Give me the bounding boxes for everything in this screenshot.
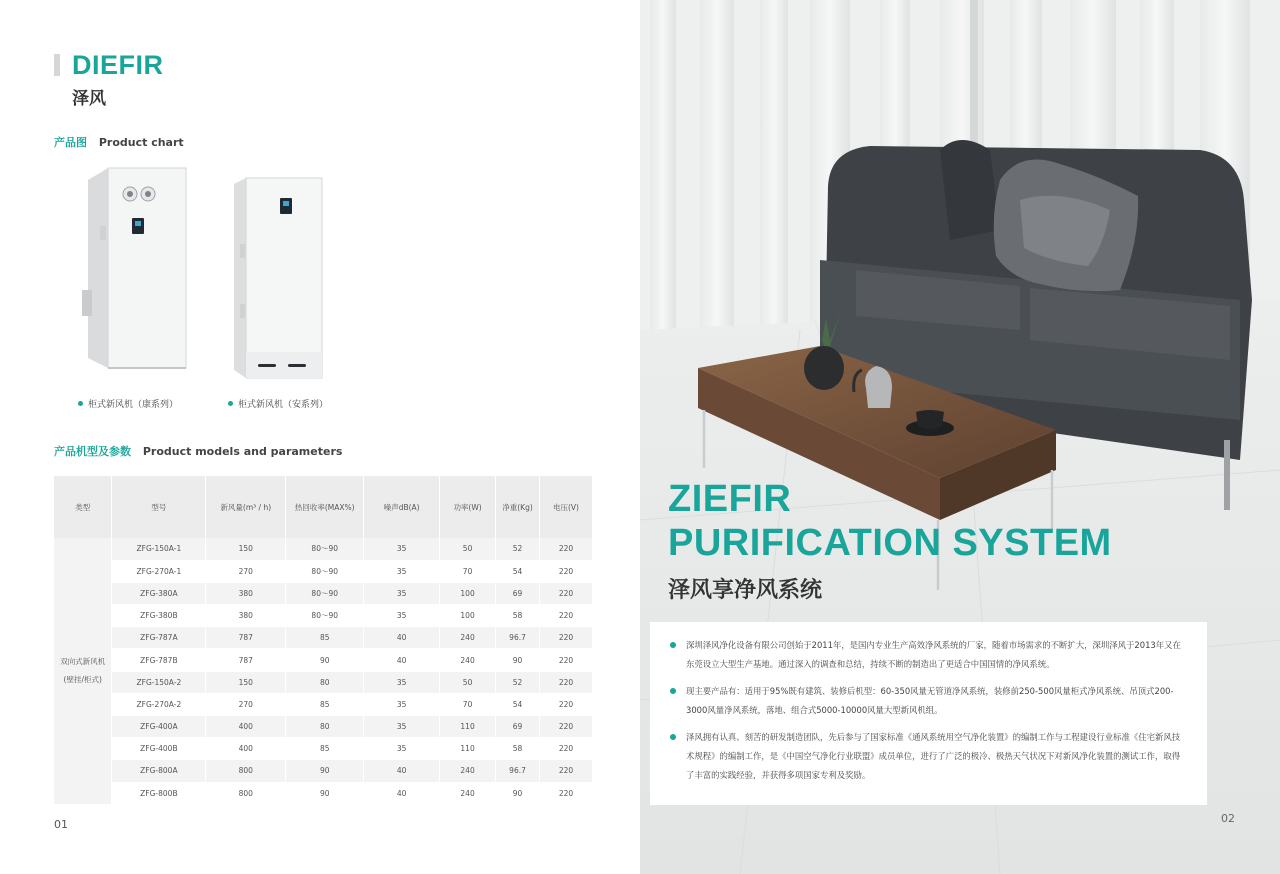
table-row bbox=[54, 782, 593, 804]
section-title-cn: 产品机型及参数 bbox=[54, 445, 131, 458]
table-cell: ZFG-150A-1 bbox=[112, 538, 206, 560]
table-header-cell: 净重(Kg) bbox=[496, 476, 540, 538]
table-cell: ZFG-800A bbox=[112, 760, 206, 782]
table-cell: 35 bbox=[364, 716, 440, 738]
section-title-product-chart bbox=[54, 134, 184, 150]
table-cell: 35 bbox=[364, 693, 440, 715]
type-label-line2: (壁挂/柜式) bbox=[63, 674, 102, 684]
table-cell: ZFG-400A bbox=[112, 716, 206, 738]
table-cell: ZFG-800B bbox=[112, 782, 206, 804]
table-cell: 220 bbox=[540, 582, 593, 604]
hero-title-cn: 泽风享净风系统 bbox=[668, 578, 823, 603]
table-cell: 50 bbox=[440, 671, 496, 693]
table-cell: 220 bbox=[540, 671, 593, 693]
table-cell: 70 bbox=[440, 693, 496, 715]
table-cell: 220 bbox=[540, 560, 593, 582]
table-cell: 80～90 bbox=[286, 582, 364, 604]
table-cell: 80～90 bbox=[286, 538, 364, 560]
table-cell: 52 bbox=[496, 671, 540, 693]
hero-title-line1: ZIEFIR bbox=[668, 478, 792, 520]
table-cell: 400 bbox=[206, 738, 286, 760]
brand-name-cn: 泽风 bbox=[72, 89, 106, 109]
table-cell: 90 bbox=[286, 649, 364, 671]
table-cell: 90 bbox=[286, 782, 364, 804]
table-row bbox=[54, 693, 593, 715]
table-cell: 90 bbox=[496, 649, 540, 671]
table-cell: 54 bbox=[496, 560, 540, 582]
product-caption-text: 柜式新风机（康系列） bbox=[88, 400, 179, 410]
bullet-dot-icon bbox=[670, 688, 676, 694]
table-cell: 240 bbox=[440, 649, 496, 671]
table-cell: 240 bbox=[440, 627, 496, 649]
table-cell: 80 bbox=[286, 716, 364, 738]
table-cell: ZFG-270A-1 bbox=[112, 560, 206, 582]
table-cell: ZFG-380B bbox=[112, 605, 206, 627]
table-row bbox=[54, 560, 593, 582]
table-cell: 80～90 bbox=[286, 560, 364, 582]
table-cell: 40 bbox=[364, 627, 440, 649]
parameters-table bbox=[54, 476, 593, 805]
section-title-en: Product models and parameters bbox=[142, 445, 343, 458]
table-cell: 69 bbox=[496, 716, 540, 738]
bullet-dot-icon bbox=[670, 734, 676, 740]
section-title-cn: 产品图 bbox=[54, 136, 87, 149]
table-cell: 270 bbox=[206, 560, 286, 582]
table-cell: 40 bbox=[364, 760, 440, 782]
bullet-dot-icon bbox=[670, 642, 676, 648]
table-row bbox=[54, 582, 593, 604]
table-cell: 80～90 bbox=[286, 605, 364, 627]
table-cell: 54 bbox=[496, 693, 540, 715]
table-cell: 90 bbox=[286, 760, 364, 782]
table-cell: ZFG-787B bbox=[112, 649, 206, 671]
table-cell: 85 bbox=[286, 627, 364, 649]
info-paragraph bbox=[686, 636, 1187, 674]
table-cell: 380 bbox=[206, 582, 286, 604]
table-row bbox=[54, 538, 593, 560]
table-cell: 35 bbox=[364, 738, 440, 760]
type-label-line1: 双向式新风机 bbox=[60, 656, 106, 666]
table-header-cell: 噪声dB(A) bbox=[364, 476, 440, 538]
table-cell: 787 bbox=[206, 649, 286, 671]
table-cell: 110 bbox=[440, 738, 496, 760]
product-caption-1 bbox=[78, 397, 178, 410]
table-cell: 96.7 bbox=[496, 760, 540, 782]
page-number-left: 01 bbox=[54, 818, 68, 831]
product-image-an-series bbox=[228, 174, 328, 380]
table-cell: 70 bbox=[440, 560, 496, 582]
table-cell: ZFG-400B bbox=[112, 738, 206, 760]
table-cell: 85 bbox=[286, 738, 364, 760]
page-number-right: 02 bbox=[1221, 812, 1235, 825]
table-cell: 220 bbox=[540, 693, 593, 715]
table-cell: 35 bbox=[364, 582, 440, 604]
table-cell: 220 bbox=[540, 738, 593, 760]
hero-title-line2: PURIFICATION SYSTEM bbox=[668, 522, 1112, 564]
table-cell: 800 bbox=[206, 782, 286, 804]
table-cell: 50 bbox=[440, 538, 496, 560]
table-cell: 96.7 bbox=[496, 627, 540, 649]
bullet-dot-icon bbox=[228, 401, 233, 406]
brand-name-en: DIEFIR bbox=[72, 50, 164, 80]
table-body bbox=[54, 538, 593, 804]
table-cell: 35 bbox=[364, 605, 440, 627]
table-cell: 35 bbox=[364, 560, 440, 582]
table-cell: 220 bbox=[540, 782, 593, 804]
table-cell: 400 bbox=[206, 716, 286, 738]
table-header-cell: 热回收率(MAX%) bbox=[286, 476, 364, 538]
table-cell: 220 bbox=[540, 538, 593, 560]
table-cell: 100 bbox=[440, 582, 496, 604]
table-cell: 35 bbox=[364, 538, 440, 560]
info-text: 现主要产品有：适用于95%既有建筑、装修后机型：60-350风量无管道净风系统，装修前250-500风量柜式净风系统、吊顶式200-3000风量净风系统，落地、组合式5000-10000风量大型新风机组。 bbox=[686, 686, 1174, 715]
table-cell: 220 bbox=[540, 760, 593, 782]
table-cell: 35 bbox=[364, 671, 440, 693]
table-cell: 40 bbox=[364, 782, 440, 804]
table-cell: 220 bbox=[540, 716, 593, 738]
table-cell: 150 bbox=[206, 671, 286, 693]
product-caption-text: 柜式新风机（安系列） bbox=[238, 400, 329, 410]
brand-accent-bar bbox=[54, 54, 60, 76]
table-cell: 80 bbox=[286, 671, 364, 693]
table-cell: 150 bbox=[206, 538, 286, 560]
table-cell: 85 bbox=[286, 693, 364, 715]
table-cell: ZFG-787A bbox=[112, 627, 206, 649]
bullet-dot-icon bbox=[78, 401, 83, 406]
table-cell: 220 bbox=[540, 627, 593, 649]
table-cell: 787 bbox=[206, 627, 286, 649]
table-row bbox=[54, 627, 593, 649]
info-paragraph bbox=[686, 682, 1187, 720]
table-header-cell: 电压(V) bbox=[540, 476, 593, 538]
table-row bbox=[54, 605, 593, 627]
table-cell: 110 bbox=[440, 716, 496, 738]
info-text: 深圳泽风净化设备有限公司创始于2011年，是国内专业生产高效净风系统的厂家，随着市场需求的不断扩大，深圳泽风于2013年又在东莞设立大型生产基地。通过深入的调查和总结，持续不断的制造出了更适合中国国情的净风系统。 bbox=[686, 640, 1181, 669]
table-cell: 380 bbox=[206, 605, 286, 627]
section-title-en: Product chart bbox=[98, 136, 184, 149]
table-row bbox=[54, 738, 593, 760]
table-cell: 69 bbox=[496, 582, 540, 604]
table-cell: 220 bbox=[540, 649, 593, 671]
table-header-row bbox=[54, 476, 593, 538]
table-cell: 800 bbox=[206, 760, 286, 782]
table-header-cell: 型号 bbox=[112, 476, 206, 538]
table-cell: 270 bbox=[206, 693, 286, 715]
table-cell: 100 bbox=[440, 605, 496, 627]
table-cell: 52 bbox=[496, 538, 540, 560]
product-image-kang-series bbox=[80, 162, 190, 374]
company-info-box bbox=[650, 622, 1207, 805]
section-title-product-params bbox=[54, 443, 342, 459]
table-cell: 240 bbox=[440, 782, 496, 804]
table-cell: 58 bbox=[496, 738, 540, 760]
table-row bbox=[54, 760, 593, 782]
table-cell: 240 bbox=[440, 760, 496, 782]
table-cell: ZFG-380A bbox=[112, 582, 206, 604]
table-row bbox=[54, 649, 593, 671]
table-row bbox=[54, 716, 593, 738]
table-cell: 220 bbox=[540, 605, 593, 627]
table-cell: 40 bbox=[364, 649, 440, 671]
info-paragraph bbox=[686, 728, 1187, 785]
table-cell: 90 bbox=[496, 782, 540, 804]
table-cell: ZFG-150A-2 bbox=[112, 671, 206, 693]
table-cell: ZFG-270A-2 bbox=[112, 693, 206, 715]
table-type-cell bbox=[54, 538, 112, 804]
table-header-cell: 类型 bbox=[54, 476, 112, 538]
table-header-cell: 功率(W) bbox=[440, 476, 496, 538]
table-cell: 58 bbox=[496, 605, 540, 627]
info-text: 泽风拥有认真、刻苦的研发制造团队，先后参与了国家标准《通风系统用空气净化装置》的编制工作与工程建设行业标准《住宅新风技术规程》的编制工作，是《中国空气净化行业联盟》成员单位，进行了广泛的极冷、极热天气状况下对新风净化装置的测试工作，取得了丰富的实践经验，并获得多项国家专利及奖励。 bbox=[686, 732, 1181, 780]
product-caption-2 bbox=[228, 397, 328, 410]
table-row bbox=[54, 671, 593, 693]
table-header-cell: 新风量(m³ / h) bbox=[206, 476, 286, 538]
